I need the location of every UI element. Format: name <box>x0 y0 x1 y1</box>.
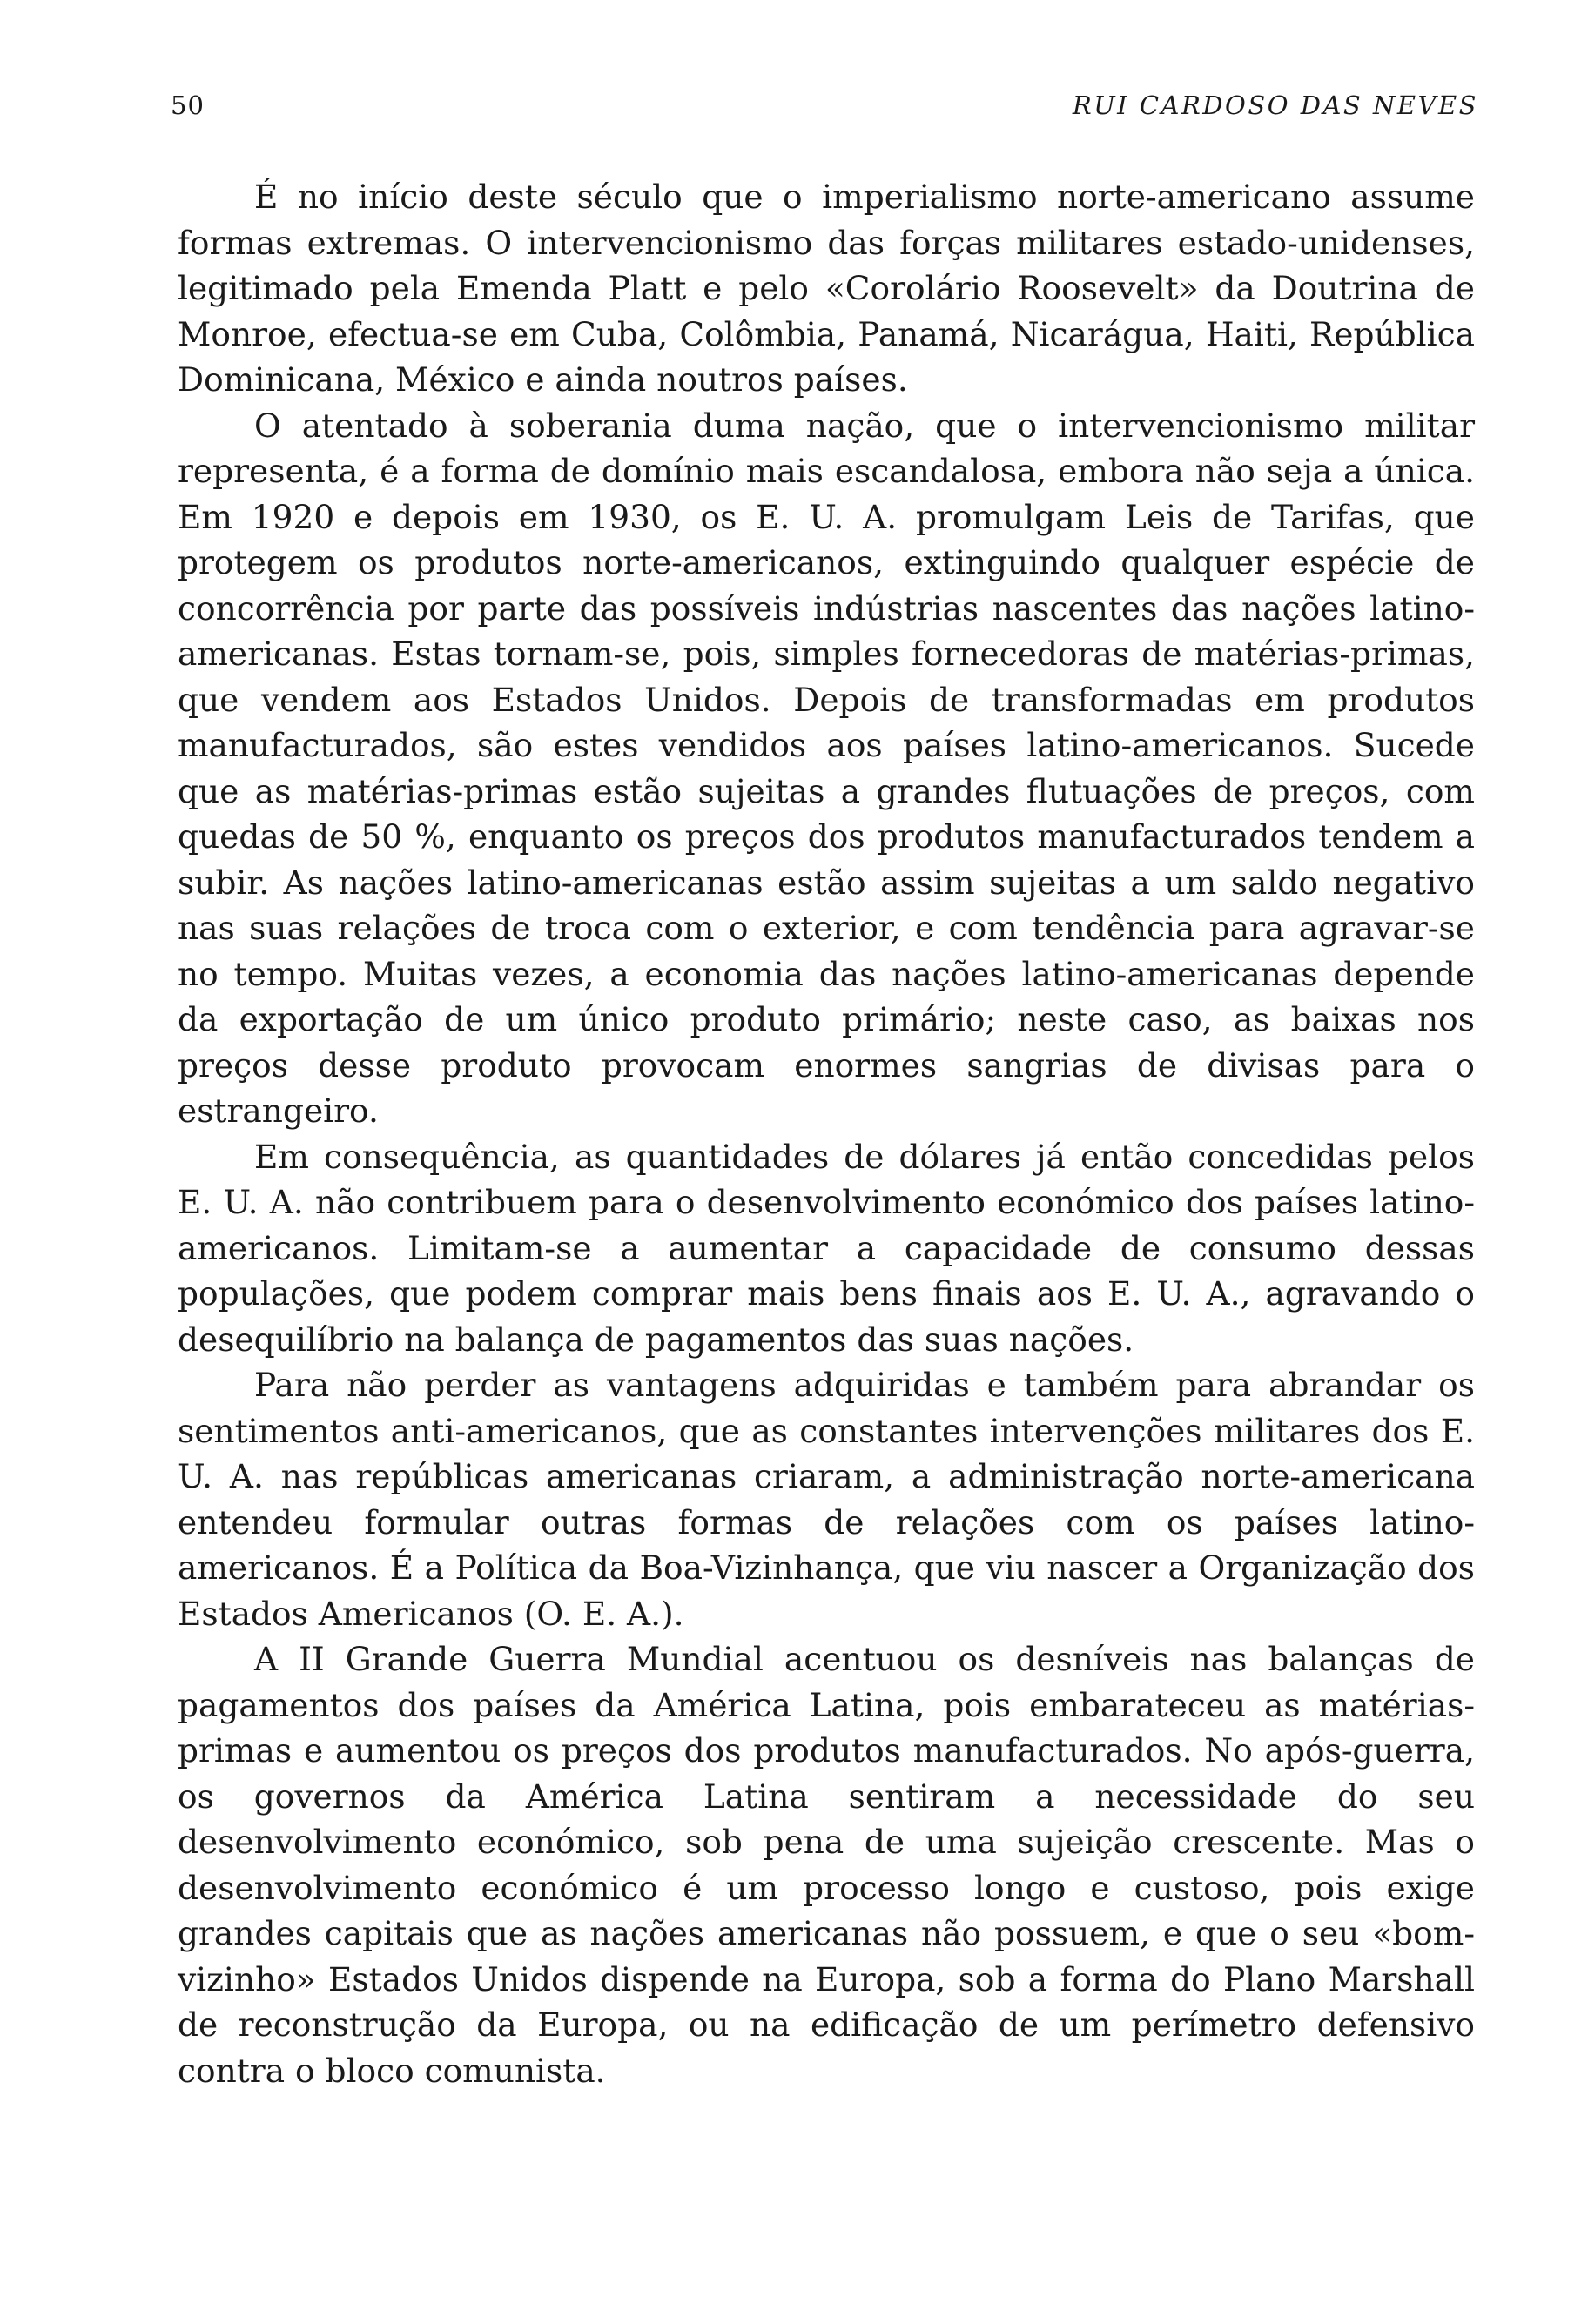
paragraph-5: A II Grande Guerra Mundial acentuou os desníveis nas balanças de pagamentos dos países da América Latina, pois embarateceu as matérias-primas e aumentou os preços dos produtos manufacturados. No após-guerra, os governos da América Latina sentiram a necessidade do seu desenvolvimento económico, sob pena de uma sujeição crescente. Mas o desenvolvimento económico é um processo longo e custoso, pois exige grandes capitais que as nações americanas não possuem, e que o seu «bom-vizinho» Estados Unidos dispende na Europa, sob a forma do Plano Marshall de reconstrução da Europa, ou na edificação de um perímetro defensivo contra o bloco comunista. <box>178 1640 1475 2090</box>
paragraph-1: É no início deste século que o imperialismo norte-americano assume formas extremas. O intervencionismo das forças militares estado-unidenses, legitimado pela Emenda Platt e pelo «Corolário Roosevelt» da Doutrina de Monroe, efectua-se em Cuba, Colômbia, Panamá, Nicarágua, Haiti, República Dominicana, México e ainda noutros países. <box>178 178 1475 399</box>
paragraph-4: Para não perder as vantagens adquiridas e também para abrandar os sentimentos anti-americanos, que as constantes intervenções militares dos E. U. A. nas repúblicas americanas criaram, a administração norte-americana entendeu formular outras formas de relações com os países latino-americanos. É a Política da Boa-Vizinhança, que viu nascer a Organização dos Estados Americanos (O. E. A.). <box>178 1366 1475 1633</box>
page-number: 50 <box>171 91 205 120</box>
paragraph-3: Em consequência, as quantidades de dólares já então concedidas pelos E. U. A. não contribuem para o desenvolvimento económico dos países latino-americanos. Limitam-se a aumentar a capacidade de consumo dessas populações, que podem comprar mais bens finais aos E. U. A., agravando o desequilíbrio na balança de pagamentos das suas nações. <box>178 1137 1475 1359</box>
running-head <box>171 91 1478 132</box>
running-title: RUI CARDOSO DAS NEVES <box>1072 91 1478 120</box>
body-text <box>178 174 1475 2093</box>
paragraph-2: O atentado à soberania duma nação, que o intervencionismo militar representa, é a forma de domínio mais escandalosa, embora não seja a única. Em 1920 e depois em 1930, os E. U. A. promulgam Leis de Tarifas, que protegem os produtos norte-americanos, extinguindo qualquer espécie de concorrência por parte das possíveis indústrias nascentes das nações latino-americanas. Estas tornam-se, pois, simples fornecedoras de matérias-primas, que vendem aos Estados Unidos. Depois de transformadas em produtos manufacturados, são estes vendidos aos países latino-americanos. Sucede que as matérias-primas estão sujeitas a grandes flutuações de preços, com quedas de 50 %, enquanto os preços dos produtos manufacturados tendem a subir. As nações latino-americanas estão assim sujeitas a um saldo negativo nas suas relações de troca com o exterior, e com tendência para agravar-se no tempo. Muitas vezes, a economia das nações latino-americanas depende da exportação de um único produto primário; neste caso, as baixas nos preços desse produto provocam enormes sangrias de divisas para o estrangeiro. <box>178 406 1475 1130</box>
